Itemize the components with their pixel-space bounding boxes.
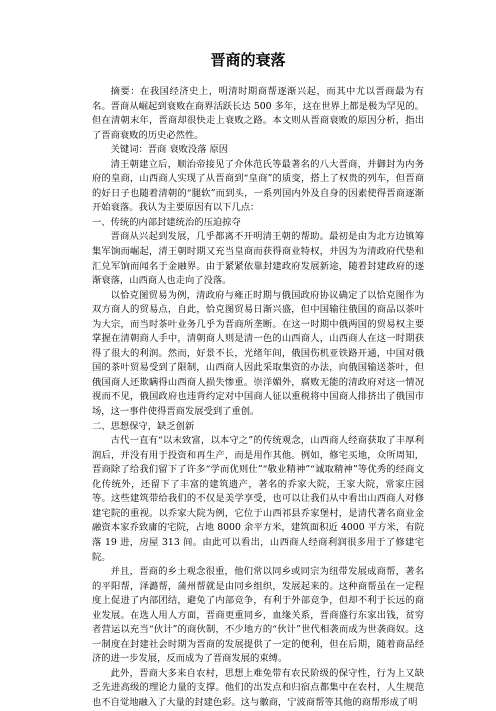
section-heading: 二、思想保守，缺乏创新 [92, 420, 195, 432]
document-title: 晋商的衰落 [210, 51, 286, 69]
body-paragraph: 古代一直有“以末致富，以本守之”的传统观念，山西商人经商获取了丰厚利润后，并没有用于投资和再生产，而是用作其他。例如，修宅买地，众所周知，晋商除了给我们留下了许多“学而优则仕”“敬业精神”“诚取精神”等优秀的经商文化传统外，还留下了丰富的建筑遗产，著名的乔家大院，王家大院，常家庄园等。这些建筑带给我们的不仅是美学享受，也可以让我们从中看出山西商人对修建宅院的重视。以乔家大院为例，它位于山西祁县乔家堡村，是清代著名商业金融资本家乔致庸的宅院，占地 8000 余平方米，建筑面积近 4000 平方米，有院落 19 进，房屋 313 间。由此可以看出，山西商人经商利润很多用于了修建宅院。 [92, 435, 424, 563]
body-paragraph: 并且，晋商的乡土观念很重，他们常以同乡或同宗为纽带发展成商帮，著名的平阳帮，泽潞帮，蒲州帮就是由同乡组织，发展起来的。这种商帮虽在一定程度上促进了内部团结，避免了内部竞争，有利于外部竞争，但却不利于长远的商业发展。在选人用人方面，晋商更重同乡，血缘关系，晋商盛行东家出钱，贫穷者营运以充当“伙计”的商伙制，不少地方的“伙计”世代相袭而成为世袭商奴。这一制度在封建社会时期为晋商的发展提供了一定的便利，但在后期，随着商品经济的进一步发展，反而成为了晋商发展的束缚。 [92, 566, 424, 665]
keywords-line: 关键词：晋商 衰败没落 原因 [110, 144, 229, 156]
body-paragraph: 晋商从兴起到发展，几乎都离不开明清王朝的帮助。最初是由为北方边镇筹集军饷而崛起，清王朝时期又充当皇商而获得商业特权，并因为为清政府代垫和汇兑军饷而闻名于金融界。由于紧紧依靠封建政府发展新途，随着封建政府的逐渐衰落，山西商人也走向了没落。 [92, 231, 424, 287]
section-heading: 一、传统的内部封建统治的压迫掠夺 [92, 216, 241, 228]
abstract-paragraph: 摘要：在我国经济史上，明清时期商帮逐渐兴起，而其中尤以晋商最为有名。晋商从崛起到衰败在商界活跃长达 500 多年，这在世界上都是极为罕见的。但在清朝末年，晋商却很快走上衰败之路。本文则从晋商衰败的原因分析，指出了晋商衰败的历史必然性。 [92, 86, 424, 141]
body-paragraph: 此外，晋商大多来自农村，思想上难免带有农民阶级的保守性，行为上又缺乏先进高级的理论力量的支撑。他们的出发点和归宿点都集中在农村，人生规范也不自觉地融入了大量的封建色彩。这与徽商，宁波商帮等其他的商帮形成了明 [92, 667, 424, 708]
body-paragraph: 清王朝建立后，顺治帝接见了介休范氏等最著名的八大晋商，并御封为内务府的皇商，山西商人实现了从晋商到“皇商”的质变，搭上了权贵的列车，但晋商的好日子也随着清朝的“腿软”而到头，一系列国内外及自身的因素使得晋商逐渐开始衰落。我认为主要原因有以下几点： [92, 158, 424, 214]
body-paragraph: 以恰克图贸易为例，清政府与雍正时期与俄国政府协议确定了以恰克图作为双方商人的贸易点，自此，恰克图贸易日渐兴盛，但中国输往俄国的商品以茶叶为大宗，而当时茶叶业务几乎为晋商所垄断。在这一时期中俄两国的贸易权主要掌握在清朝商人手中，清朝商人则是清一色的山西商人，山西商人在这一时期获得了很大的利润。然而，好景不长，光绪年间，俄国伤机亚铁路开通，中国对俄国的茶叶贸易受到了限制，山西商人因此采取集资的办法，向俄国输送茶叶，但俄国商人还欺瞒得山西商人损失惨重。崇洋媚外，腐败无能的清政府对这一情况视而不见，俄国政府也违背约定对中国商人征以重税将中国商人排挤出了俄国市场，这一事件使得晋商发展受到了重创。 [92, 289, 424, 418]
document-body [92, 85, 424, 711]
